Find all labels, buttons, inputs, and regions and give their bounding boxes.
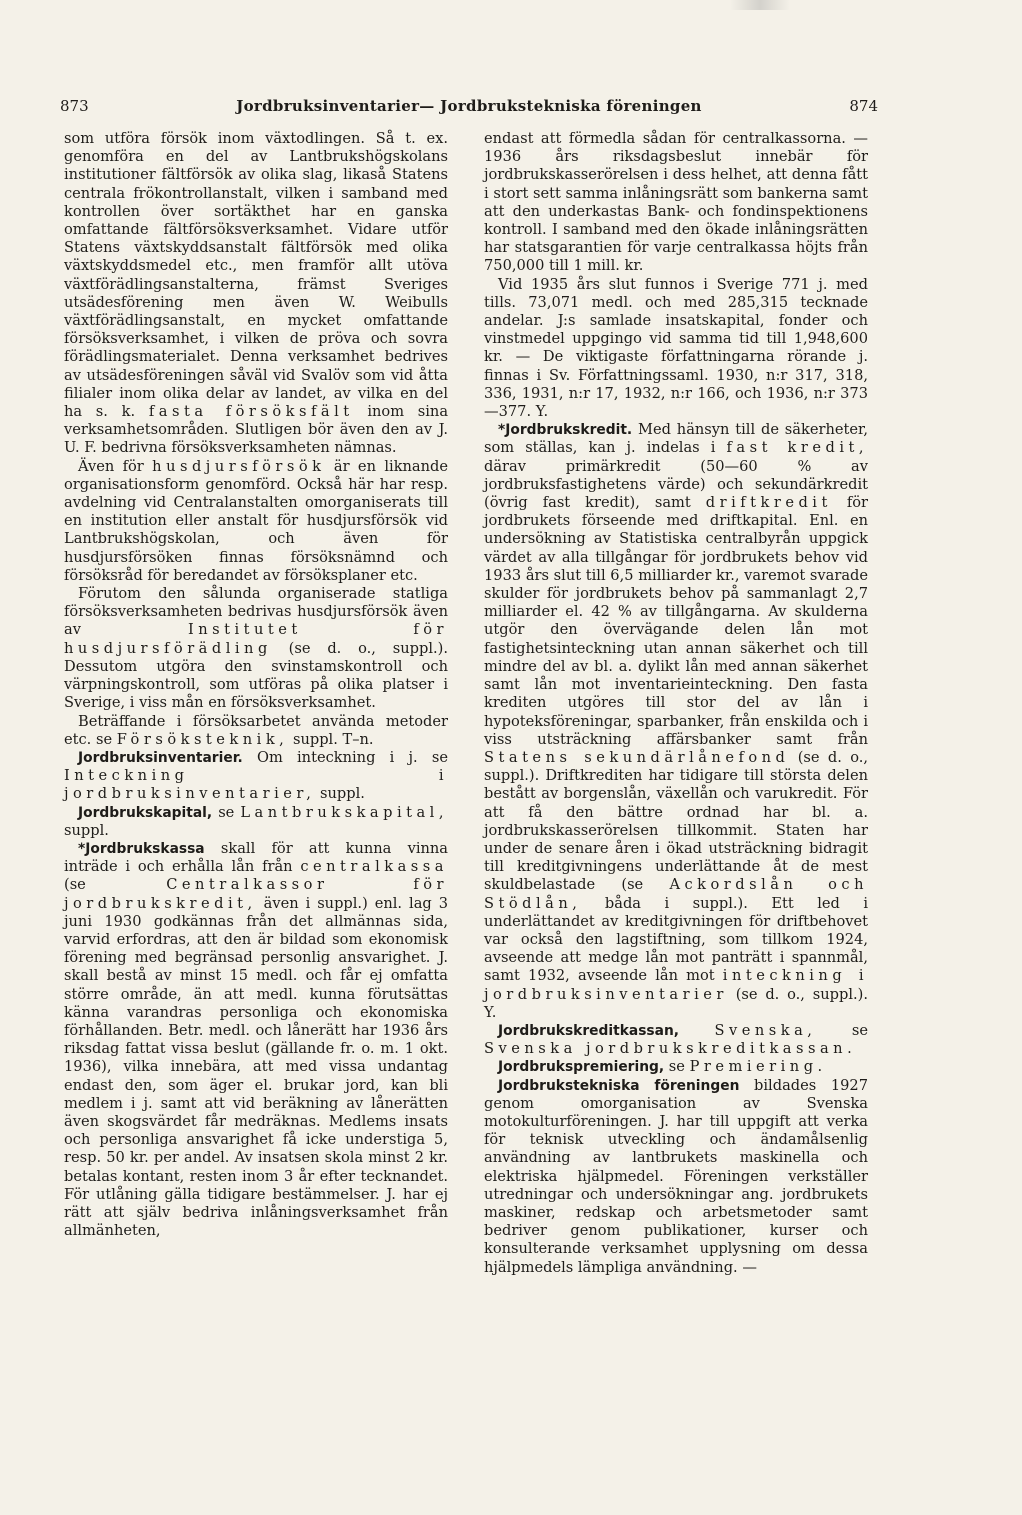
spaced-term: Svenska jordbrukskreditkassan. [484,1040,857,1058]
spaced-term: Centralkassor för jordbrukskredit, [64,876,448,912]
entry-jordbrukskassa [64,840,448,1240]
text: skall för att kunna vinna inträde i och erhålla lån från [64,839,449,876]
spaced-term: husdjursförsök [152,457,326,475]
text: se [668,1058,685,1076]
text: se [218,803,235,821]
text: Med hänsyn till de säkerheter, som ställas, kan j. indelas i [484,421,868,457]
paragraph [64,130,448,458]
text: som utföra försök inom växtodlingen. Så t. ex. genomföra en del av Lantbrukshögskolans institutioner fältförsök av olika slag, likaså Statens centrala frökontrollanstalt, vilken i samband med kontrollen över sortäkthet har en ganska omfattande fältförsöksverksamhet. Vidare utför Statens växtskyddsanstalt fältförsök med olika växtskyddsmedel etc., men framför allt utöva växtförädlingsanstalterna, främst Sveriges utsädesförening men även W. Weibulls växtförädlingsanstalt, en mycket omfattande försöksverksamhet, i vilken de pröva och sovra förädlingsmaterialet. Denna verksamhet bedrives av utsädesföreningen såväl vid Svalöv som vid åtta filialer inom olika delar av landet, av vilka en del ha s. k. [64,130,448,421]
text: (se [64,876,86,894]
entry-jordbrukspremiering [484,1058,868,1076]
text: suppl. [64,821,109,839]
paragraph [64,713,448,749]
scan-artifact [730,0,790,10]
text: även i suppl.) enl. lag 3 juni 1930 godkännas från det allmännas sida, varvid erfordras, att den är bildad som ekonomisk förening med begränsad personlig ansvarighet. J. skall bestå av minst 15 medl. och får ej omfatta större område, än att medl. kunna förutsättas känna varandras personliga och ekonomiska förhållanden. Betr. medl. och lånerätt har 1936 års riksdag fattat vissa beslut (gällande fr. o. m. 1 okt. 1936), vilka innebära, att med vissa undantag endast den, som äger el. brukar jord, kan bli medlem i j. samt att vid beräkning av lånerätten även skogsvärdet får medräknas. Medlems insats och personliga ansvarighet få icke understiga 5, resp. 50 kr. per andel. Av insatsen skola minst 2 kr. betalas kontant, resten inom 3 år efter tecknandet. För utlåning gälla tidigare bestämmelser. J. har ej rätt att själv bedriva inlåningsverksamhet från allmänheten, [64,894,448,1240]
spaced-term: Försöksteknik, [116,730,289,748]
entry-headword: *Jordbrukskredit. [498,422,633,439]
spaced-term: Inteckning i jordbruksinventarier, [64,767,448,803]
paragraph [484,276,868,422]
text: Beträffande i försöksarbetet använda metoder etc. se [64,712,448,748]
entry-headword: Jordbrukstekniska föreningen [498,1077,740,1094]
text: endast att förmedla sådan för centralkassorna. — 1936 års riksdagsbeslut innebär för jordbrukskasserörelsen i dess helhet, att denna fått i stort sett samma inlåningsrätt som bankerna samt att den underkastas Bank- och fondinspektionens kontroll. I samband med den ökade inlåningsrätten har statsgarantien för varje centralkassa höjts från 750,000 till 1 mill. kr. [484,130,868,275]
spaced-term: Lantbrukskapital, [240,803,448,821]
spaced-term: driftkredit [705,494,832,512]
paragraph [484,130,868,276]
spaced-term: Svenska, [714,1021,817,1039]
text: Om inteckning i j. se [257,748,448,766]
entry-jordbrukskredit [484,421,868,1022]
spaced-term: Statens sekundärlånefond [484,748,790,766]
text: (se d. o., suppl.). Dessutom utgöra den svinstamskontroll och värpningskontroll, som utföras på olika platser i Sverige, i viss mån en försöksverksamhet. [64,639,448,712]
spaced-term: fasta försöksfält [148,403,354,421]
spaced-term: Institutet för husdjursförädling [64,621,448,657]
spaced-term: Premiering. [689,1058,827,1076]
right-column [484,130,868,1277]
entry-headword: Jordbrukskreditkassan, [498,1022,680,1039]
page-header [60,97,878,121]
text: Vid 1935 års slut funnos i Sverige 771 j. med tills. 73,071 medl. och med 285,315 tecknade andelar. J:s samlade insatskapital, fonder och vinstmedel uppgingo vid samma tid till 1,948,600 kr. — De viktigaste författningarna rörande j. finnas i Sv. Författningssaml. 1930, n:r 317, 318, 336, 1931, n:r 17, 1932, n:r 166, och 1936, n:r 373—377. Y. [484,275,868,421]
text: suppl. T–n. [292,730,374,748]
page-number-left: 873 [60,97,89,115]
text: suppl. [320,785,365,803]
spaced-term: fast kredit, [726,439,868,457]
spaced-term: inteckning i jordbruksinventarier [484,967,868,1003]
entry-headword: Jordbruksinventarier. [78,749,243,766]
spaced-term: centralkassa [300,858,448,876]
entry-headword: Jordbrukskapital, [78,804,213,821]
text: är en liknande organisationsform genomförd. Också här har resp. avdelning vid Centralanstalten omorganiserats till en institution eller anstalt för husdjursförsök vid Lantbrukshögskolan, och även för husdjursförsöken finnas försöksnämnd och försöksråd för beredandet av försöksplaner etc. [64,457,449,584]
entry-headword: Jordbrukspremiering, [498,1059,665,1076]
text: båda i suppl.). Ett led i underlättandet av kreditgivningen för driftbehovet var också den lagstiftning, som tillkom 1924, avseende att medge lån mot panträtt i spannmål, samt 1932, avseende lån mot [484,894,869,985]
paragraph [64,585,448,712]
text: bildades 1927 genom omorganisation av Svenska motokulturföreningen. J. har till uppgift att verka för teknisk utveckling och ändamålsenlig användning av lantbrukets maskinella och elektriska hjälpmedel. Föreningen verkställer utredningar och undersökningar ang. jordbrukets maskiner, redskap och arbetsmetoder samt bedriver genom publikationer, kurser och konsulterande verksamhet upplysning om dessa hjälpmedels lämpliga användning. — [484,1076,868,1276]
text: Även för [78,457,144,475]
left-column [64,130,448,1240]
page-number-right: 874 [849,97,878,115]
text: inom sina verksamhetsområden. Slutligen bör även den av J. U. F. bedrivna försöksverksamheten nämnas. [64,403,449,457]
running-title: Jordbruksinventarier— Jordbrukstekniska föreningen [236,97,702,115]
text: (se d. o., suppl.). Driftkrediten har tidigare till största delen bestått av borgenslån, växellån och varukredit. För att få den bättre ordnad har bl. a. jordbrukskasserörelsen tillkommit. Staten har under de senare åren i ökad utsträckning bidragit till kreditgivningens underlättande åt de mest skuldbelastade (se [484,748,868,894]
text: därav primärkredit (50—60 % av jordbruksfastighetens värde) och sekundärkredit (övrig fast kredit), samt [484,457,868,512]
entry-jordbrukstekniska-foreningen [484,1077,868,1277]
text: (se d. o., suppl.). Y. [484,985,868,1021]
spaced-term: Ackordslån och Stödlån, [484,876,868,912]
text: för jordbrukets förseende med driftkapital. Enl. en undersökning av Statistiska centralbyrån uppgick värdet av alla tillgångar för jordbrukets behov vid 1933 års slut till 6,5 milliarder kr., varemot svarade skulder för jordbrukets behov på sammanlagt 2,7 milliarder el. 42 % av tillgångarna. Av skulderna utgör den övervägande delen lån mot fastighetsinteckning utan annan säkerhet och till mindre del av bl. a. dylikt lån med annan säkerhet samt lån mot inventarieinteckning. Den fasta krediten utgöres till stor del av lån i hypoteksföreningar, sparbanker, från enskilda och i viss utsträckning affärsbanker samt från [484,494,869,748]
entry-jordbrukskreditkassan [484,1022,868,1058]
text: Förutom den sålunda organiserade statliga försöksverksamheten bedrivas husdjursförsök även av [64,585,448,639]
entry-jordbruksinventarier [64,749,448,804]
entry-jordbrukskapital [64,804,448,840]
entry-headword: *Jordbrukskassa [78,840,205,857]
paragraph [64,458,448,585]
text: se [851,1021,869,1039]
